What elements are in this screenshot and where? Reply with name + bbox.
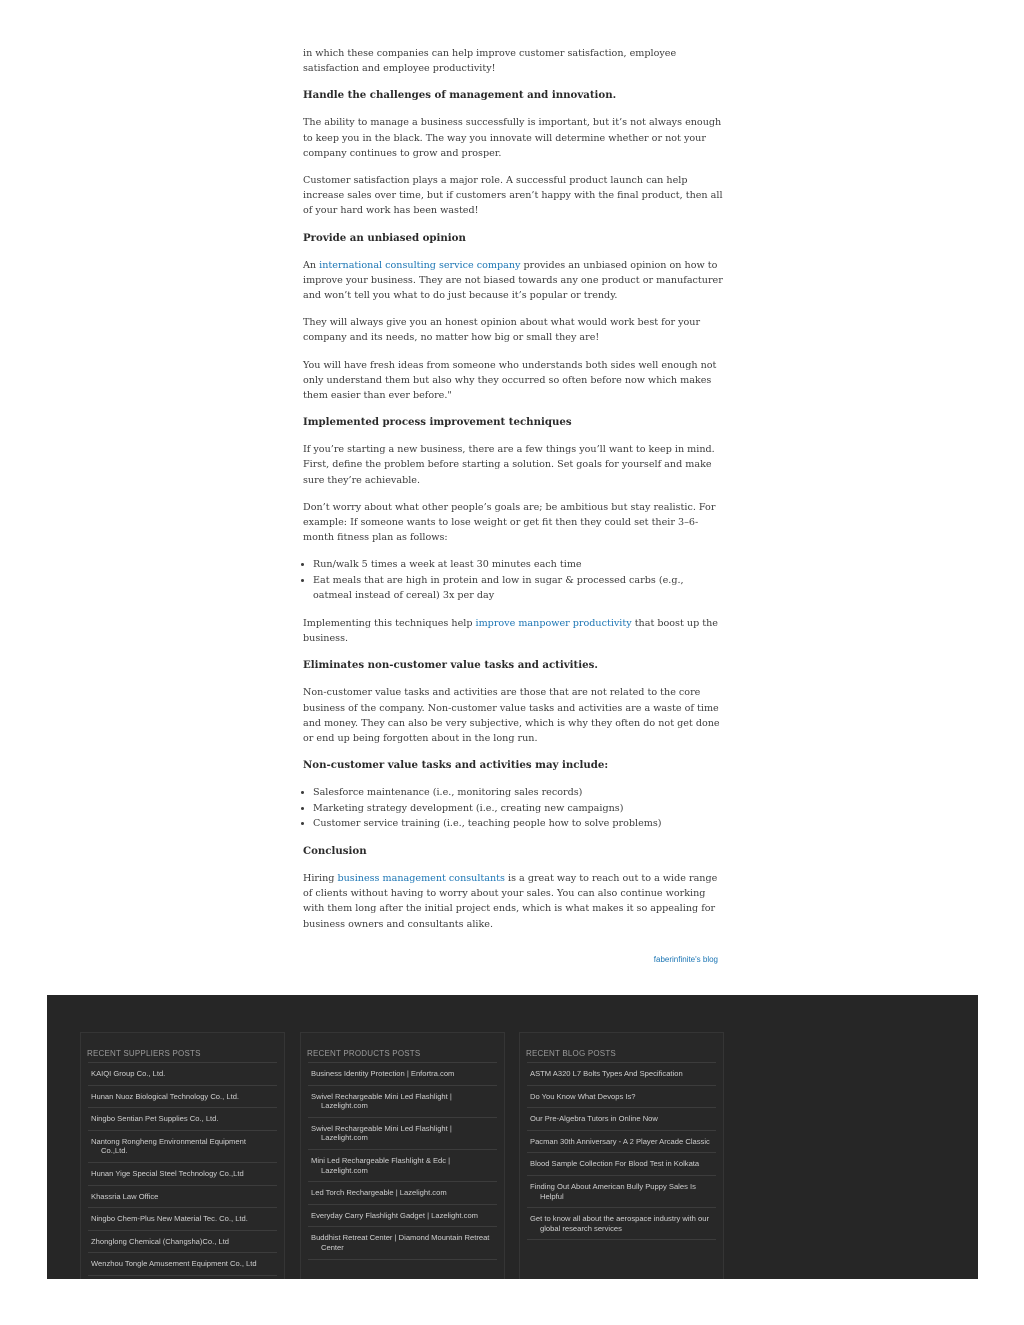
list-item[interactable]: Do You Know What Devops Is?	[527, 1086, 716, 1109]
list-item[interactable]: Khassria Law Office	[88, 1186, 277, 1209]
list-item[interactable]: Pacman 30th Anniversary - A 2 Player Arcade Classic	[527, 1131, 716, 1154]
heading-unbiased-opinion: Provide an unbiased opinion	[303, 231, 466, 244]
list-item[interactable]: Everyday Carry Flashlight Gadget | Lazelight.com	[308, 1205, 497, 1228]
list-item[interactable]: Led Torch Rechargeable | Lazelight.com	[308, 1182, 497, 1205]
list-item[interactable]: ASTM A320 L7 Bolts Types And Specification	[527, 1063, 716, 1086]
widget-title: RECENT BLOG POSTS	[526, 1049, 616, 1058]
list-item[interactable]: KAIQI Group Co., Ltd.	[88, 1063, 277, 1086]
products-list	[308, 1062, 497, 1260]
list-item: • Marketing strategy development (i.e., creating new campaigns)	[313, 801, 723, 816]
heading-conclusion: Conclusion	[303, 844, 367, 857]
recent-suppliers-widget	[80, 1032, 285, 1279]
recent-products-widget	[300, 1032, 505, 1279]
list-item[interactable]: Wenzhou Tongle Amusement Equipment Co., Ltd	[88, 1253, 277, 1276]
list-item[interactable]: Swivel Rechargeable Mini Led Flashlight | Lazelight.com	[308, 1086, 497, 1118]
heading-challenges: Handle the challenges of management and innovation.	[303, 89, 617, 102]
list-item[interactable]: Ningbo Sentian Pet Supplies Co., Ltd.	[88, 1108, 277, 1131]
list-item[interactable]: Mini Led Rechargeable Flashlight & Edc | Lazelight.com	[308, 1150, 497, 1182]
paragraph-opinion: An international consulting service company provides an unbiased opinion on how to improve your business. They are not biased towards any one product or manufacturer and won’t tell you what to do just because it’s popular or trendy.	[303, 259, 723, 302]
list-item[interactable]: Hunan Nuoz Biological Technology Co., Ltd.	[88, 1086, 277, 1109]
list-item[interactable]: Nantong Rongheng Environmental Equipment Co.,Ltd.	[88, 1131, 277, 1163]
paragraph-ability: The ability to manage a business successfully is important, but it’s not always enough to keep you in the black. The way you innovate will determine whether or not your company continues to grow and prosper.	[303, 117, 722, 159]
consulting-company-link[interactable]: international consulting service company	[319, 259, 521, 271]
list-item[interactable]: Zhonglong Chemical (Changsha)Co., Ltd	[88, 1231, 277, 1254]
paragraph-honest-opinion: They will always give you an honest opinion about what would work best for your company and its needs, no matter how big or small they are!	[303, 317, 701, 344]
list-item[interactable]: Blood Sample Collection For Blood Test in Kolkata	[527, 1153, 716, 1176]
intro-paragraph: in which these companies can help improve customer satisfaction, employee satisfaction and employee productivity!	[303, 48, 677, 75]
list-item: • Eat meals that are high in protein and low in sugar & processed carbs (e.g., oatmeal instead of cereal) 3x per day	[313, 573, 723, 603]
list-item[interactable]: Get to know all about the aerospace industry with our global research services	[527, 1208, 716, 1240]
manpower-productivity-link[interactable]: improve manpower productivity	[475, 618, 632, 630]
recent-blog-widget	[519, 1032, 724, 1279]
heading-eliminates: Eliminates non-customer value tasks and activities.	[303, 659, 598, 672]
list-item[interactable]: Ningbo Chem-Plus New Material Tec. Co., Ltd.	[88, 1208, 277, 1231]
fitness-plan-list	[303, 557, 723, 603]
tasks-list	[303, 785, 723, 831]
list-item[interactable]: Hunan Yige Special Steel Technology Co.,Ltd	[88, 1163, 277, 1186]
blog-posts-list	[527, 1062, 716, 1240]
suppliers-list	[88, 1062, 277, 1276]
site-footer	[47, 995, 978, 1279]
list-item[interactable]: Business Identity Protection | Enfortra.com	[308, 1063, 497, 1086]
list-item[interactable]: Finding Out About American Bully Puppy Sales Is Helpful	[527, 1176, 716, 1208]
paragraph-goals: Don’t worry about what other people’s goals are; be ambitious but stay realistic. For example: If someone wants to lose weight or get fit then they could set their 3–6-month fitness plan as follows:	[303, 501, 716, 544]
list-item[interactable]: Buddhist Retreat Center | Diamond Mountain Retreat Center	[308, 1227, 497, 1259]
paragraph-starting-business: If you’re starting a new business, there are a few things you’ll want to keep in mind. First, define the problem before starting a solution. Set goals for yourself and make sure they’re achievable.	[303, 444, 715, 486]
author-blog-link[interactable]: faberinfinite's blog	[653, 955, 718, 964]
heading-process-improvement: Implemented process improvement techniques	[303, 416, 572, 429]
widget-title: RECENT SUPPLIERS POSTS	[87, 1049, 201, 1058]
paragraph-non-customer: Non-customer value tasks and activities are those that are not related to the core business of the company. Non-customer value tasks and activities are a waste of time and money. They can also be very subjective, which is why they often do not get done or end up being forgotten about in the long run.	[303, 687, 720, 745]
paragraph-fresh-ideas: You will have fresh ideas from someone who understands both sides well enough not only understand them but also why they occurred so often before now which makes them easier than ever before."	[303, 359, 717, 402]
list-item: • Customer service training (i.e., teaching people how to solve problems)	[313, 816, 723, 831]
list-item[interactable]: Swivel Rechargeable Mini Led Flashlight | Lazelight.com	[308, 1118, 497, 1150]
business-consultants-link[interactable]: business management consultants	[337, 872, 505, 884]
paragraph-implementing: Implementing this techniques help improve manpower productivity that boost up the business.	[303, 618, 718, 645]
heading-may-include: Non-customer value tasks and activities may include:	[303, 759, 609, 772]
list-item: • Salesforce maintenance (i.e., monitoring sales records)	[313, 785, 723, 800]
list-item[interactable]: Our Pre-Algebra Tutors in Online Now	[527, 1108, 716, 1131]
article-body	[303, 46, 723, 944]
widget-title: RECENT PRODUCTS POSTS	[307, 1049, 421, 1058]
list-item: • Run/walk 5 times a week at least 30 minutes each time	[313, 557, 723, 572]
paragraph-customer-satisfaction: Customer satisfaction plays a major role. A successful product launch can help increase sales over time, but if customers aren’t happy with the final product, then all of your hard work has been wasted!	[303, 175, 723, 217]
paragraph-conclusion: Hiring business management consultants is a great way to reach out to a wide range of clients without having to worry about your sales. You can also continue working with them long after the initial project ends, which is what makes it so appealing for business owners and consultants alike.	[303, 872, 718, 930]
